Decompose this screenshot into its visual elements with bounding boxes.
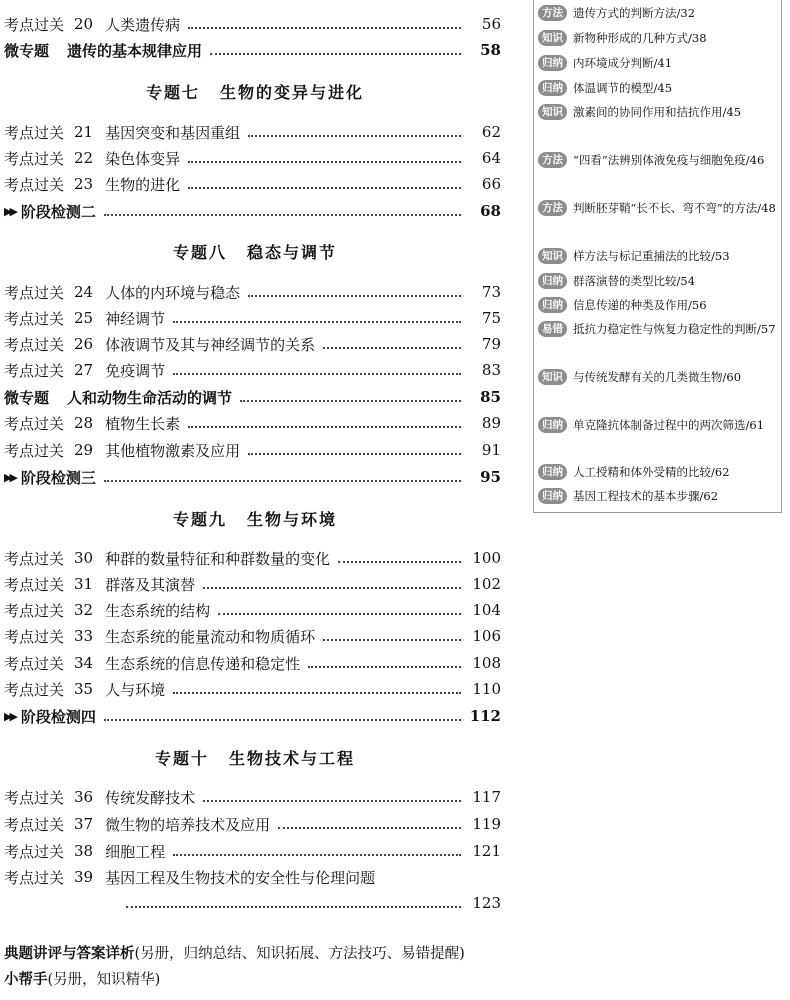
dot-leader [338,561,461,563]
tip-tag: 方法 [538,152,567,168]
entry-prefix: 考点过关 [4,441,65,460]
entry-title: 人和动物生命活动的调节 [67,388,233,407]
entry-title: 其他植物激素及应用 [105,441,241,460]
tips-sidebar [533,0,782,513]
toc-entry-stage-test[interactable] [4,198,501,224]
entry-page: 123 [472,894,501,912]
tip-text: 内环境成分判断/41 [573,56,673,70]
tip-item[interactable] [538,485,778,507]
entry-prefix: 考点过关 [4,601,65,620]
toc-entry-continuation[interactable] [118,890,501,916]
entry-title: 植物生长素 [105,414,181,433]
entry-page: 85 [480,388,501,406]
section-title: 生物的变异与进化 [220,83,365,102]
footer-helper-note [4,968,160,989]
tip-item[interactable] [538,461,778,483]
dot-leader [188,187,461,189]
tip-tag: 知识 [538,248,567,264]
entry-prefix: 考点过关 [4,654,65,673]
entry-prefix: 考点过关 [4,842,65,861]
toc-entry[interactable] [4,171,501,197]
entry-title: 生态系统的信息传递和稳定性 [105,654,301,673]
tip-tag: 知识 [538,104,567,120]
entry-prefix: 考点过关 [4,361,65,380]
toc-entry[interactable] [4,331,501,357]
toc-entry[interactable] [4,676,501,702]
entry-page: 110 [472,680,501,698]
toc-entry[interactable] [4,279,501,305]
toc-entry[interactable] [4,305,501,331]
tip-item[interactable] [538,414,778,436]
entry-title: 阶段检测二 [20,202,96,221]
toc-entry[interactable] [4,410,501,436]
entry-title: 人与环境 [105,680,166,699]
dot-leader [210,53,461,55]
tip-text: 样方法与标记重捕法的比较/53 [573,249,730,263]
tip-item[interactable] [538,318,778,340]
entry-number: 23 [74,175,94,193]
entry-prefix: 考点过关 [4,149,65,168]
entry-page: 121 [472,842,501,860]
entry-number: 20 [74,15,94,33]
toc-entry-micro[interactable] [4,384,501,410]
entry-page: 73 [481,283,501,301]
toc-entry[interactable] [4,119,501,145]
entry-number: 35 [74,680,94,698]
entry-number: 31 [74,575,94,593]
entry-title: 生物的进化 [105,175,181,194]
entry-page: 102 [472,575,501,593]
toc-entry[interactable] [4,11,501,37]
dot-leader [278,827,461,829]
entry-number: 32 [74,601,94,619]
tip-item[interactable] [538,52,778,74]
entry-number: 27 [74,361,94,379]
tip-item[interactable] [538,294,778,316]
toc-entry[interactable] [4,437,501,463]
dot-leader [173,373,461,375]
tip-text: 激素间的协同作用和拮抗作用/45 [573,105,742,119]
tip-text: 抵抗力稳定性与恢复力稳定性的判断/57 [573,322,776,336]
entry-title: 神经调节 [105,309,166,328]
footer-heading: 小帮手 [4,971,48,988]
section-title: 生物技术与工程 [229,749,356,768]
entry-page: 64 [481,149,501,167]
entry-title: 生态系统的能量流动和物质循环 [105,627,316,646]
section-heading [0,80,510,103]
tip-tag: 归纳 [538,464,567,480]
toc-entry[interactable] [4,838,501,864]
entry-number: 21 [74,123,94,141]
entry-page: 108 [472,654,501,672]
dot-leader [173,321,461,323]
dot-leader [203,587,461,589]
tip-item[interactable] [538,101,778,123]
entry-prefix: 考点过关 [4,815,65,834]
toc-entry[interactable] [4,650,501,676]
entry-page: 75 [481,309,501,327]
entry-prefix: 考点过关 [4,627,65,646]
entry-number: 39 [74,868,94,886]
toc-entry[interactable] [4,357,501,383]
play-arrow-icon: ▶▶ [4,204,15,218]
entry-prefix: 考点过关 [4,309,65,328]
toc-entry[interactable] [4,545,501,571]
dot-leader [203,800,461,802]
entry-prefix: 考点过关 [4,335,65,354]
tip-tag: 归纳 [538,80,567,96]
tip-tag: 知识 [538,30,567,46]
entry-page: 91 [481,441,501,459]
tip-tag: 知识 [538,369,567,385]
tip-tag: 归纳 [538,55,567,71]
entry-page: 68 [480,202,501,220]
section-title: 稳态与调节 [247,243,338,262]
entry-title: 群落及其演替 [105,575,196,594]
tip-text: “四看”法辨别体液免疫与细胞免疫/46 [573,153,765,167]
tip-tag: 易错 [538,321,567,337]
tip-text: 体温调节的模型/45 [573,81,673,95]
dot-leader [188,426,461,428]
entry-page: 56 [481,15,501,33]
toc-entry[interactable] [4,145,501,171]
section-label: 专题九 [172,510,227,529]
tip-tag: 归纳 [538,417,567,433]
entry-title: 阶段检测四 [20,707,96,726]
toc-entry[interactable] [4,784,501,810]
tip-text: 遗传方式的判断方法/32 [573,6,696,20]
toc-entry-stage-test[interactable] [4,703,501,729]
dot-leader [173,854,461,856]
section-heading [0,240,510,263]
entry-page: 100 [472,549,501,567]
section-heading [0,746,510,769]
entry-page: 79 [481,335,501,353]
section-label: 专题七 [145,83,200,102]
entry-page: 104 [472,601,501,619]
entry-title: 传统发酵技术 [105,788,196,807]
entry-prefix: 微专题 [4,41,50,60]
entry-page: 112 [469,707,501,725]
play-arrow-icon: ▶▶ [4,709,15,723]
tip-text: 群落演替的类型比较/54 [573,274,696,288]
tip-tag: 方法 [538,5,567,21]
toc-entry-stage-test[interactable] [4,464,501,490]
toc-entry[interactable] [4,864,501,890]
tip-item[interactable] [538,2,778,24]
entry-number: 33 [74,627,94,645]
tip-tag: 归纳 [538,488,567,504]
dot-leader [308,666,461,668]
toc-entry[interactable] [4,597,501,623]
entry-prefix: 微专题 [4,388,50,407]
entry-number: 26 [74,335,94,353]
tip-text: 信息传递的种类及作用/56 [573,298,707,312]
tip-text: 基因工程技术的基本步骤/62 [573,489,719,503]
dot-leader [173,692,461,694]
entry-prefix: 考点过关 [4,175,65,194]
tip-item[interactable] [538,77,778,99]
tip-tag: 归纳 [538,297,567,313]
entry-title: 微生物的培养技术及应用 [105,815,271,834]
tip-item[interactable] [538,245,778,267]
section-label: 专题八 [172,243,227,262]
toc-entry[interactable] [4,811,501,837]
entry-title: 人体的内环境与稳态 [105,283,241,302]
tip-item[interactable] [538,197,778,219]
entry-title: 生态系统的结构 [105,601,211,620]
entry-number: 24 [74,283,94,301]
entry-number: 30 [74,549,94,567]
tip-item[interactable] [538,27,778,49]
dot-leader [188,27,461,29]
play-arrow-icon: ▶▶ [4,470,15,484]
dot-leader [104,719,461,721]
entry-prefix: 考点过关 [4,283,65,302]
tip-tag: 方法 [538,200,567,216]
tip-text: 单克隆抗体制备过程中的两次筛选/61 [573,418,765,432]
entry-number: 34 [74,654,94,672]
entry-title: 种群的数量特征和种群数量的变化 [105,549,331,568]
entry-page: 89 [481,414,501,432]
entry-number: 36 [74,788,94,806]
dot-leader [323,347,461,349]
entry-title: 细胞工程 [105,842,166,861]
entry-prefix: 考点过关 [4,680,65,699]
entry-page: 95 [480,468,501,486]
tip-text: 人工授精和体外受精的比较/62 [573,465,730,479]
footer-answers-note [4,942,465,963]
dot-leader [218,613,461,615]
section-label: 专题十 [154,749,209,768]
dot-leader [248,135,461,137]
tip-item[interactable] [538,366,778,388]
entry-number: 28 [74,414,94,432]
dot-leader [104,480,461,482]
entry-number: 25 [74,309,94,327]
entry-title: 免疫调节 [105,361,166,380]
dot-leader [240,400,461,402]
entry-prefix: 考点过关 [4,549,65,568]
toc-entry[interactable] [4,571,501,597]
entry-title: 染色体变异 [105,149,181,168]
entry-title: 基因突变和基因重组 [105,123,241,142]
entry-prefix: 考点过关 [4,868,65,887]
tip-text: 新物种形成的几种方式/38 [573,31,707,45]
section-title: 生物与环境 [247,510,338,529]
entry-prefix: 考点过关 [4,123,65,142]
entry-number: 29 [74,441,94,459]
entry-number: 37 [74,815,94,833]
entry-page: 119 [472,815,501,833]
tip-item[interactable] [538,149,778,171]
toc-entry-micro[interactable] [4,37,501,63]
entry-page: 83 [481,361,501,379]
entry-number: 22 [74,149,94,167]
footer-heading: 典题讲评与答案详析 [4,945,135,962]
entry-page: 66 [481,175,501,193]
tip-item[interactable] [538,270,778,292]
dot-leader [104,214,461,216]
footer-detail: (另册，知识精华) [47,972,161,988]
tip-text: 判断胚芽鞘“长不长、弯不弯”的方法/48 [573,201,776,215]
tip-tag: 归纳 [538,273,567,289]
footer-detail: (另册，归纳总结、知识拓展、方法技巧、易错提醒) [134,946,465,962]
toc-entry[interactable] [4,623,501,649]
entry-title: 基因工程及生物技术的安全性与伦理问题 [105,868,376,887]
dot-leader [248,453,461,455]
entry-number: 38 [74,842,94,860]
entry-title: 阶段检测三 [20,468,96,487]
entry-page: 106 [472,627,501,645]
entry-title: 体液调节及其与神经调节的关系 [105,335,316,354]
entry-prefix: 考点过关 [4,414,65,433]
entry-prefix: 考点过关 [4,15,65,34]
entry-prefix: 考点过关 [4,575,65,594]
entry-page: 117 [472,788,501,806]
entry-title: 遗传的基本规律应用 [67,41,203,60]
entry-page: 62 [481,123,501,141]
entry-prefix: 考点过关 [4,788,65,807]
dot-leader [126,906,461,908]
dot-leader [323,639,461,641]
dot-leader [188,161,461,163]
entry-title: 人类遗传病 [105,15,181,34]
section-heading [0,507,510,530]
dot-leader [248,295,461,297]
entry-page: 58 [480,41,501,59]
tip-text: 与传统发酵有关的几类微生物/60 [573,370,742,384]
